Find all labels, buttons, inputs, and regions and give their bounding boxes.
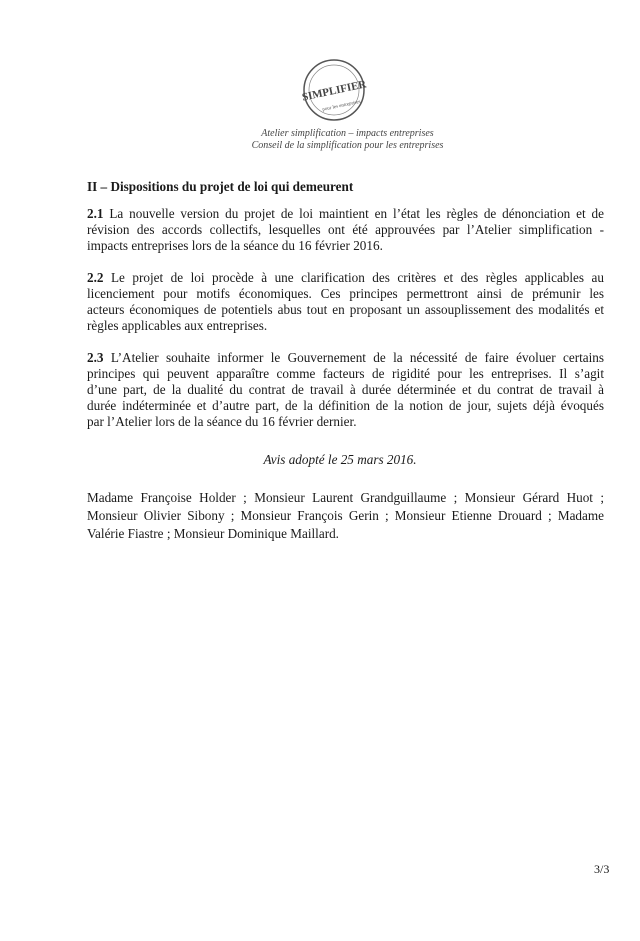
header-line-2: Conseil de la simplification pour les entreprises (251, 140, 444, 151)
section-title: II – Dispositions du projet de loi qui demeurent (87, 179, 354, 194)
page-number: 3/3 (594, 862, 610, 876)
text-line: impacts entreprises lors de la séance du 16 février 2016. (87, 238, 383, 253)
text-line: durée indéterminée et d’autre part, de la définition de la notion de jour, sujets déjà évoqués (87, 398, 604, 413)
members-list (87, 489, 604, 543)
document-header (0, 128, 640, 152)
simplifier-logo (298, 54, 370, 126)
text-line: licenciement pour motifs économiques. Ces principes permettront ainsi de prémunir les (87, 286, 604, 301)
text-line: révision des accords collectifs, lesquelles ont été approuvées par l’Atelier simplification - (87, 222, 604, 237)
text-line: d’une part, de la dualité du contrat de travail à durée déterminée et du contrat de travail à (87, 382, 604, 397)
members-line: Monsieur Olivier Sibony ; Monsieur François Gerin ; Monsieur Etienne Drouard ; Madame (87, 508, 604, 523)
text-line: Le projet de loi procède à une clarification des critères et des règles applicables au (103, 270, 604, 285)
paragraph-number: 2.1 (87, 206, 104, 221)
text-line: L’Atelier souhaite informer le Gouvernement de la nécessité de faire évoluer certains (103, 350, 604, 365)
svg-text:pour les entreprises: pour les entreprises (322, 99, 362, 113)
text-line: acteurs économiques de potentiels abus tout en proposant un assouplissement des modalités et (87, 302, 604, 317)
members-line: Valérie Fiastre ; Monsieur Dominique Maillard. (87, 526, 339, 541)
header-line-1: Atelier simplification – impacts entreprises (261, 128, 434, 139)
text-line: règles applicables aux entreprises. (87, 318, 268, 333)
svg-text:SIMPLIFIER: SIMPLIFIER (300, 78, 368, 104)
text-line: La nouvelle version du projet de loi maintient en l’état les règles de dénonciation et de (103, 206, 604, 221)
paragraph-number: 2.2 (87, 270, 104, 285)
text-line: par l’Atelier lors de la séance du 16 février dernier. (87, 414, 357, 429)
avis-adopted: Avis adopté le 25 mars 2016. (263, 452, 417, 467)
paragraph-2-1 (87, 206, 604, 254)
text-line: principes qui peuvent apparaître comme facteurs de rigidité pour les entreprises. Il s’agit (87, 366, 604, 381)
paragraph-2-2 (87, 270, 604, 334)
paragraph-2-3 (87, 350, 604, 430)
paragraph-number: 2.3 (87, 350, 104, 365)
members-line: Madame Françoise Holder ; Monsieur Laurent Grandguillaume ; Monsieur Gérard Huot ; (87, 490, 604, 505)
